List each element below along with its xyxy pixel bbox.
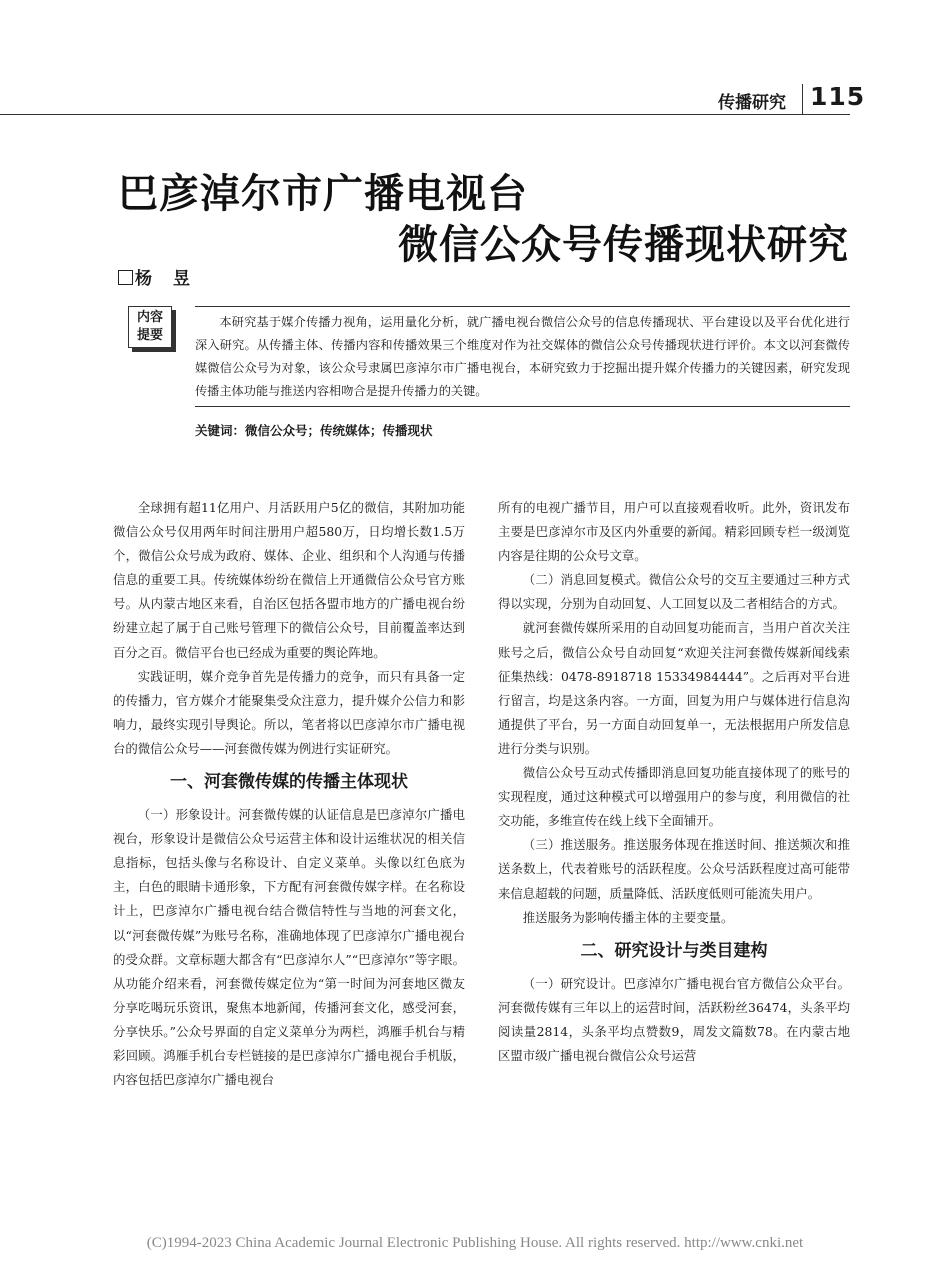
abstract-badge [128,306,172,348]
article-title-line-1: 巴彦淖尔市广播电视台 [118,171,528,217]
paragraph: （一）研究设计。巴彦淖尔广播电视台官方微信公众平台。河套微传媒有三年以上的运营时间，活跃粉丝36474，头条平均阅读量2814，头条平均点赞数9，周发文篇数78。在内蒙古地区盟市级广播电视台微信公众号运营 [498,975,850,1063]
body-column-right [498,496,850,1068]
section-heading-1: 一、河套微传媒的传播主体现状 [170,772,408,793]
body-column-left [113,496,465,1092]
keywords: 关键词：微信公众号；传统媒体；传播现状 [195,423,433,438]
paragraph: 全球拥有超11亿用户、月活跃用户5亿的微信，其附加功能微信公众号仅用两年时间注册用户超580万，日均增长数1.5万个，微信公众号成为政府、媒体、企业、组织和个人沟通与传播信息的重要工具。传统媒体纷纷在微信上开通微信公众号官方账号。从内蒙古地区来看，自治区包括各盟市地方的广播电视台纷纷建立起了属于自己账号管理下的微信公众号，目前覆盖率达到百分之百。微信平台也已经成为重要的舆论阵地。 [113,500,465,660]
abstract-text: 本研究基于媒介传播力视角，运用量化分析，就广播电视台微信公众号的信息传播现状、平台建设以及平台优化进行深入研究。从传播主体、传播内容和传播效果三个维度对作为社交媒体的微信公众号传播现状进行评价。本文以河套微传媒微信公众号为对象，该公众号隶属巴彦淖尔市广播电视台，本研究致力于挖掘出提升媒介传播力的关键因素，研究发现传播主体功能与推送内容相吻合是提升传播力的关键。 [195,315,850,398]
author [118,264,192,289]
author-name: 杨 昱 [135,269,192,289]
paragraph: 实践证明，媒介竞争首先是传播力的竞争，而只有具备一定的传播力，官方媒介才能聚集受众注意力，提升媒介公信力和影响力，最终实现引导舆论。所以，笔者将以巴彦淖尔市广播电视台的微信公众号——河套微传媒为例进行实证研究。 [113,668,465,756]
abstract-badge-line-1: 内容 [136,310,163,325]
header-rule [0,114,850,115]
abstract-badge-line-2: 提要 [136,328,163,343]
section-heading-2: 二、研究设计与类目建构 [580,940,768,961]
paragraph: （三）推送服务。推送服务体现在推送时间、推送频次和推送条数上，代表着账号的活跃程度。公众号活跃程度过高可能带来信息超载的问题，质量降低、活跃度低则可能流失用户。 [498,837,850,901]
paragraph: 就河套微传媒所采用的自动回复功能而言，当用户首次关注账号之后，微信公众号自动回复“欢迎关注河套微传媒新闻线索征集热线：0478-8918718 15334984444”。之后再对平台进行留言，均是这条内容。一方面，回复为用户与媒体进行信息沟通提供了平台，另一方面自动回复单一，无法根据用户所发信息进行分类与识别。 [498,620,850,756]
copyright-footer: (C)1994-2023 China Academic Journal Electronic Publishing House. All rights reserved. http://www.cnki.net [146,1235,804,1251]
abstract-rule-top [195,306,850,307]
header-divider [802,84,803,114]
page-number: 115 [810,82,866,111]
paragraph: （二）消息回复模式。微信公众号的交互主要通过三种方式得以实现，分别为自动回复、人工回复以及二者相结合的方式。 [498,572,850,612]
running-header-section: 传播研究 [718,93,786,113]
paragraph: （一）形象设计。河套微传媒的认证信息是巴彦淖尔广播电视台，形象设计是微信公众号运营主体和设计运维状况的相关信息指标，包括头像与名称设计、自定义菜单。头像以红色底为主，白色的眼睛卡通形象，下方配有河套微传媒字样。在名称设计上，巴彦淖尔广播电视台结合微信特性与当地的河套文化，以“河套微传媒”为账号名称，准确地体现了巴彦淖尔广播电视台的受众群。文章标题大都含有“巴彦淖尔人”“巴彦淖尔”等字眼。从功能介绍来看，河套微传媒定位为“第一时间为河套地区微友分享吃喝玩乐资讯，聚焦本地新闻，传播河套文化，感受河套，分享快乐。”公众号界面的自定义菜单分为两栏，鸿雁手机台与精彩回顾。鸿雁手机台专栏链接的是巴彦淖尔广播电视台手机版，内容包括巴彦淖尔广播电视台 [113,807,465,1088]
article-title-line-2: 微信公众号传播现状研究 [398,222,849,268]
abstract-rule-bottom [195,406,850,407]
paragraph: 微信公众号互动式传播即消息回复功能直接体现了的账号的实现程度，通过这种模式可以增强用户的参与度，利用微信的社交功能，多维宣传在线上线下全面铺开。 [498,765,850,829]
paragraph: 推送服务为影响传播主体的主要变量。 [522,909,734,925]
paragraph: 所有的电视广播节目，用户可以直接观看收听。此外，资讯发布主要是巴彦淖尔市及区内外重要的新闻。精彩回顾专栏一级浏览内容是往期的公众号文章。 [498,500,850,564]
square-icon [118,270,133,285]
